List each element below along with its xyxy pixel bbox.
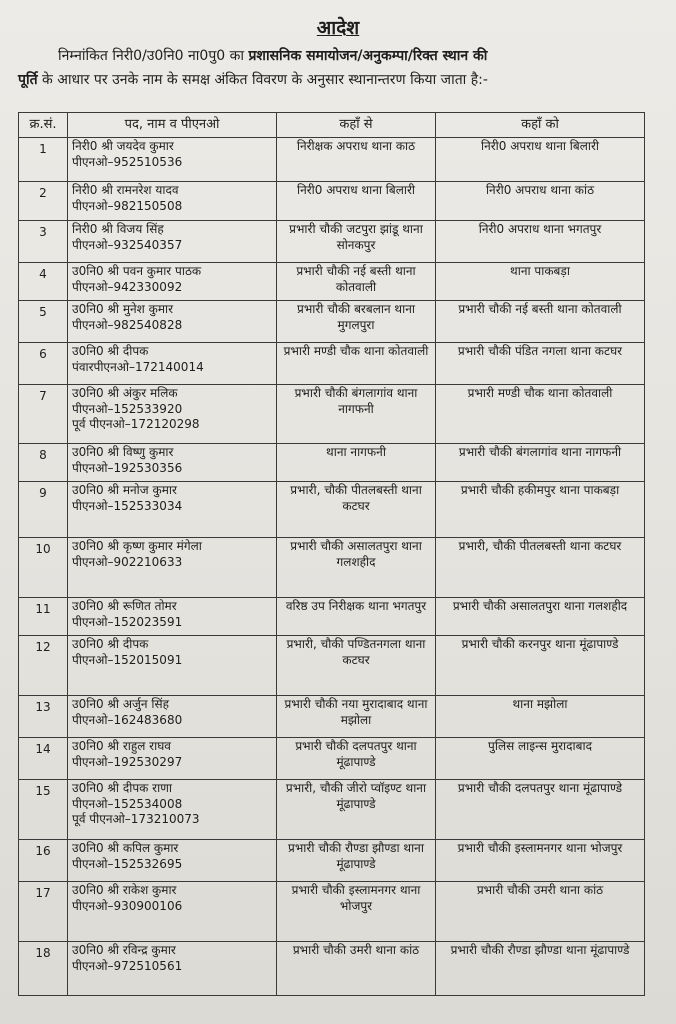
table-header-row bbox=[19, 113, 645, 138]
serial-cell: 18 bbox=[19, 942, 68, 996]
to-cell: पुलिस लाइन्स मुरादाबाद bbox=[436, 738, 645, 780]
officer-pno: पीएनओ–152534008 bbox=[72, 796, 183, 811]
table-row bbox=[19, 598, 645, 636]
from-cell: वरिष्ठ उप निरीक्षक थाना भगतपुर bbox=[277, 598, 436, 636]
from-cell: प्रभारी मण्डी चौक थाना कोतवाली bbox=[277, 343, 436, 385]
officer-name: उ0नि0 श्री दीपक bbox=[72, 637, 149, 651]
to-cell: थाना पाकबड़ा bbox=[436, 263, 645, 301]
name-cell bbox=[68, 221, 277, 263]
intro-line-2 bbox=[18, 68, 664, 92]
officer-pno: पीएनओ–162483680 bbox=[72, 712, 183, 727]
officer-pno: पीएनओ–152015091 bbox=[72, 652, 183, 667]
officer-pno: पीएनओ–152532695 bbox=[72, 856, 183, 871]
serial-cell: 5 bbox=[19, 301, 68, 343]
from-cell: प्रभारी, चौकी जीरो प्वॉइण्ट थाना मूंढापाण्डे bbox=[277, 780, 436, 840]
to-cell: प्रभारी चौकी असालतपुरा थाना गलशहीद bbox=[436, 598, 645, 636]
from-cell: निरीक्षक अपराध थाना काठ bbox=[277, 138, 436, 182]
table-row bbox=[19, 263, 645, 301]
serial-cell: 14 bbox=[19, 738, 68, 780]
from-cell: प्रभारी, चौकी पीतलबस्ती थाना कटघर bbox=[277, 482, 436, 538]
intro-bold-text: पूर्ति bbox=[18, 72, 38, 88]
table-row bbox=[19, 942, 645, 996]
table-row bbox=[19, 221, 645, 263]
officer-pno: पीएनओ–952510536 bbox=[72, 154, 183, 169]
table-row bbox=[19, 343, 645, 385]
name-cell bbox=[68, 538, 277, 598]
officer-name: उ0नि0 श्री दीपक bbox=[72, 344, 149, 358]
serial-cell: 12 bbox=[19, 636, 68, 696]
serial-cell: 16 bbox=[19, 840, 68, 882]
to-cell: प्रभारी चौकी करनपुर थाना मूंढापाण्डे bbox=[436, 636, 645, 696]
header-serial: क्र.सं. bbox=[19, 113, 68, 138]
from-cell: प्रभारी चौकी दलपतपुर थाना मूंढापाण्डे bbox=[277, 738, 436, 780]
table-row bbox=[19, 444, 645, 482]
serial-cell: 7 bbox=[19, 385, 68, 444]
to-cell: निरी0 अपराध थाना भगतपुर bbox=[436, 221, 645, 263]
header-from: कहाँ से bbox=[277, 113, 436, 138]
from-cell: प्रभारी चौकी नई बस्ती थाना कोतवाली bbox=[277, 263, 436, 301]
name-cell bbox=[68, 482, 277, 538]
intro-text: के आधार पर उनके नाम के समक्ष अंकित विवरण के अनुसार स्थानान्तरण किया जाता है:- bbox=[37, 72, 488, 88]
serial-cell: 4 bbox=[19, 263, 68, 301]
officer-name: उ0नि0 श्री विष्णु कुमार bbox=[72, 445, 174, 459]
table-row bbox=[19, 780, 645, 840]
serial-cell: 1 bbox=[19, 138, 68, 182]
officer-old-pno: पूर्व पीएनओ–173210073 bbox=[72, 812, 200, 826]
serial-cell: 11 bbox=[19, 598, 68, 636]
officer-name: उ0नि0 श्री कृष्ण कुमार मंगेला bbox=[72, 539, 202, 553]
from-cell: प्रभारी चौकी रौण्डा झौण्डा थाना मूंढापाण्डे bbox=[277, 840, 436, 882]
to-cell: प्रभारी चौकी रौण्डा झौण्डा थाना मूंढापाण्डे bbox=[436, 942, 645, 996]
to-cell: प्रभारी चौकी इस्लामनगर थाना भोजपुर bbox=[436, 840, 645, 882]
officer-name: उ0नि0 श्री रूणित तोमर bbox=[72, 599, 177, 613]
from-cell: निरी0 अपराध थाना बिलारी bbox=[277, 182, 436, 221]
name-cell bbox=[68, 696, 277, 738]
to-cell: प्रभारी, चौकी पीतलबस्ती थाना कटघर bbox=[436, 538, 645, 598]
officer-name: उ0नि0 श्री मनोज कुमार bbox=[72, 483, 177, 497]
intro-text: निम्नांकित निरी0/उ0नि0 ना0पु0 का bbox=[58, 48, 249, 64]
officer-name: उ0नि0 श्री रविन्द्र कुमार bbox=[72, 943, 176, 957]
table-row bbox=[19, 840, 645, 882]
officer-pno: पीएनओ–942330092 bbox=[72, 279, 183, 294]
serial-cell: 17 bbox=[19, 882, 68, 942]
officer-name: उ0नि0 श्री दीपक राणा bbox=[72, 781, 172, 795]
page-title: आदेश bbox=[316, 17, 360, 39]
name-cell bbox=[68, 598, 277, 636]
serial-cell: 3 bbox=[19, 221, 68, 263]
to-cell: प्रभारी मण्डी चौक थाना कोतवाली bbox=[436, 385, 645, 444]
name-cell bbox=[68, 385, 277, 444]
to-cell: प्रभारी चौकी बंगलागांव थाना नागफनी bbox=[436, 444, 645, 482]
from-cell: प्रभारी चौकी बंगलागांव थाना नागफनी bbox=[277, 385, 436, 444]
table-row bbox=[19, 301, 645, 343]
officer-pno: पीएनओ–152533920 bbox=[72, 401, 183, 416]
table-row bbox=[19, 738, 645, 780]
to-cell: थाना मझोला bbox=[436, 696, 645, 738]
officer-name: उ0नि0 श्री राहुल राघव bbox=[72, 739, 171, 753]
name-cell bbox=[68, 636, 277, 696]
name-cell bbox=[68, 444, 277, 482]
from-cell: प्रभारी, चौकी पण्डितनगला थाना कटघर bbox=[277, 636, 436, 696]
officer-pno: पीएनओ–902210633 bbox=[72, 554, 183, 569]
table-row bbox=[19, 636, 645, 696]
name-cell bbox=[68, 738, 277, 780]
from-cell: प्रभारी चौकी इस्लामनगर थाना भोजपुर bbox=[277, 882, 436, 942]
intro-bold-text: प्रशासनिक समायोजन/अनुकम्पा/रिक्त स्थान की bbox=[248, 48, 488, 64]
intro-paragraph bbox=[0, 44, 676, 102]
serial-cell: 9 bbox=[19, 482, 68, 538]
officer-name: उ0नि0 श्री पवन कुमार पाठक bbox=[72, 264, 202, 278]
officer-name: उ0नि0 श्री कपिल कुमार bbox=[72, 841, 179, 855]
serial-cell: 6 bbox=[19, 343, 68, 385]
table-row bbox=[19, 482, 645, 538]
officer-name: उ0नि0 श्री अर्जुन सिंह bbox=[72, 697, 169, 711]
table-row bbox=[19, 538, 645, 598]
from-cell: प्रभारी चौकी जटपुरा झांडू थाना सोनकपुर bbox=[277, 221, 436, 263]
officer-pno: पीएनओ–982150508 bbox=[72, 198, 183, 213]
officer-pno: पीएनओ–930900106 bbox=[72, 898, 183, 913]
officer-pno: पीएनओ–932540357 bbox=[72, 237, 183, 252]
to-cell: प्रभारी चौकी हकीमपुर थाना पाकबड़ा bbox=[436, 482, 645, 538]
officer-name: उ0नि0 श्री अंकुर मलिक bbox=[72, 386, 178, 400]
officer-pno: पीएनओ–982540828 bbox=[72, 317, 183, 332]
name-cell bbox=[68, 780, 277, 840]
officer-pno: पीएनओ–192530297 bbox=[72, 754, 183, 769]
to-cell: प्रभारी चौकी उमरी थाना कांठ bbox=[436, 882, 645, 942]
to-cell: निरी0 अपराध थाना बिलारी bbox=[436, 138, 645, 182]
from-cell: प्रभारी चौकी उमरी थाना कांठ bbox=[277, 942, 436, 996]
name-cell bbox=[68, 182, 277, 221]
table-row bbox=[19, 882, 645, 942]
officer-pno: पंवारपीएनओ–172140014 bbox=[72, 359, 204, 374]
header-to: कहाँ को bbox=[436, 113, 645, 138]
serial-cell: 13 bbox=[19, 696, 68, 738]
officer-pno: पीएनओ–192530356 bbox=[72, 460, 183, 475]
to-cell: निरी0 अपराध थाना कांठ bbox=[436, 182, 645, 221]
header-name: पद, नाम व पीएनओ bbox=[68, 113, 277, 138]
officer-name: उ0नि0 श्री राकेश कुमार bbox=[72, 883, 177, 897]
name-cell bbox=[68, 138, 277, 182]
table-row bbox=[19, 696, 645, 738]
serial-cell: 10 bbox=[19, 538, 68, 598]
transfer-table bbox=[18, 112, 645, 996]
table-row bbox=[19, 138, 645, 182]
name-cell bbox=[68, 882, 277, 942]
officer-name: निरी0 श्री जयदेव कुमार bbox=[72, 139, 174, 153]
table-row bbox=[19, 182, 645, 221]
officer-name: निरी0 श्री विजय सिंह bbox=[72, 222, 164, 236]
name-cell bbox=[68, 942, 277, 996]
name-cell bbox=[68, 840, 277, 882]
officer-old-pno: पूर्व पीएनओ–172120298 bbox=[72, 417, 200, 431]
serial-cell: 8 bbox=[19, 444, 68, 482]
officer-pno: पीएनओ–972510561 bbox=[72, 958, 183, 973]
name-cell bbox=[68, 301, 277, 343]
officer-name: निरी0 श्री रामनरेश यादव bbox=[72, 183, 179, 197]
to-cell: प्रभारी चौकी पंडित नगला थाना कटघर bbox=[436, 343, 645, 385]
serial-cell: 15 bbox=[19, 780, 68, 840]
name-cell bbox=[68, 343, 277, 385]
officer-name: उ0नि0 श्री मुनेश कुमार bbox=[72, 302, 174, 316]
from-cell: प्रभारी चौकी नया मुरादाबाद थाना मझोला bbox=[277, 696, 436, 738]
serial-cell: 2 bbox=[19, 182, 68, 221]
from-cell: प्रभारी चौकी असालतपुरा थाना गलशहीद bbox=[277, 538, 436, 598]
to-cell: प्रभारी चौकी नई बस्ती थाना कोतवाली bbox=[436, 301, 645, 343]
from-cell: प्रभारी चौकी बरबलान थाना मुगलपुरा bbox=[277, 301, 436, 343]
from-cell: थाना नागफनी bbox=[277, 444, 436, 482]
intro-line-1 bbox=[18, 44, 664, 68]
table-row bbox=[19, 385, 645, 444]
officer-pno: पीएनओ–152023591 bbox=[72, 614, 183, 629]
officer-pno: पीएनओ–152533034 bbox=[72, 498, 183, 513]
to-cell: प्रभारी चौकी दलपतपुर थाना मूंढापाण्डे bbox=[436, 780, 645, 840]
name-cell bbox=[68, 263, 277, 301]
